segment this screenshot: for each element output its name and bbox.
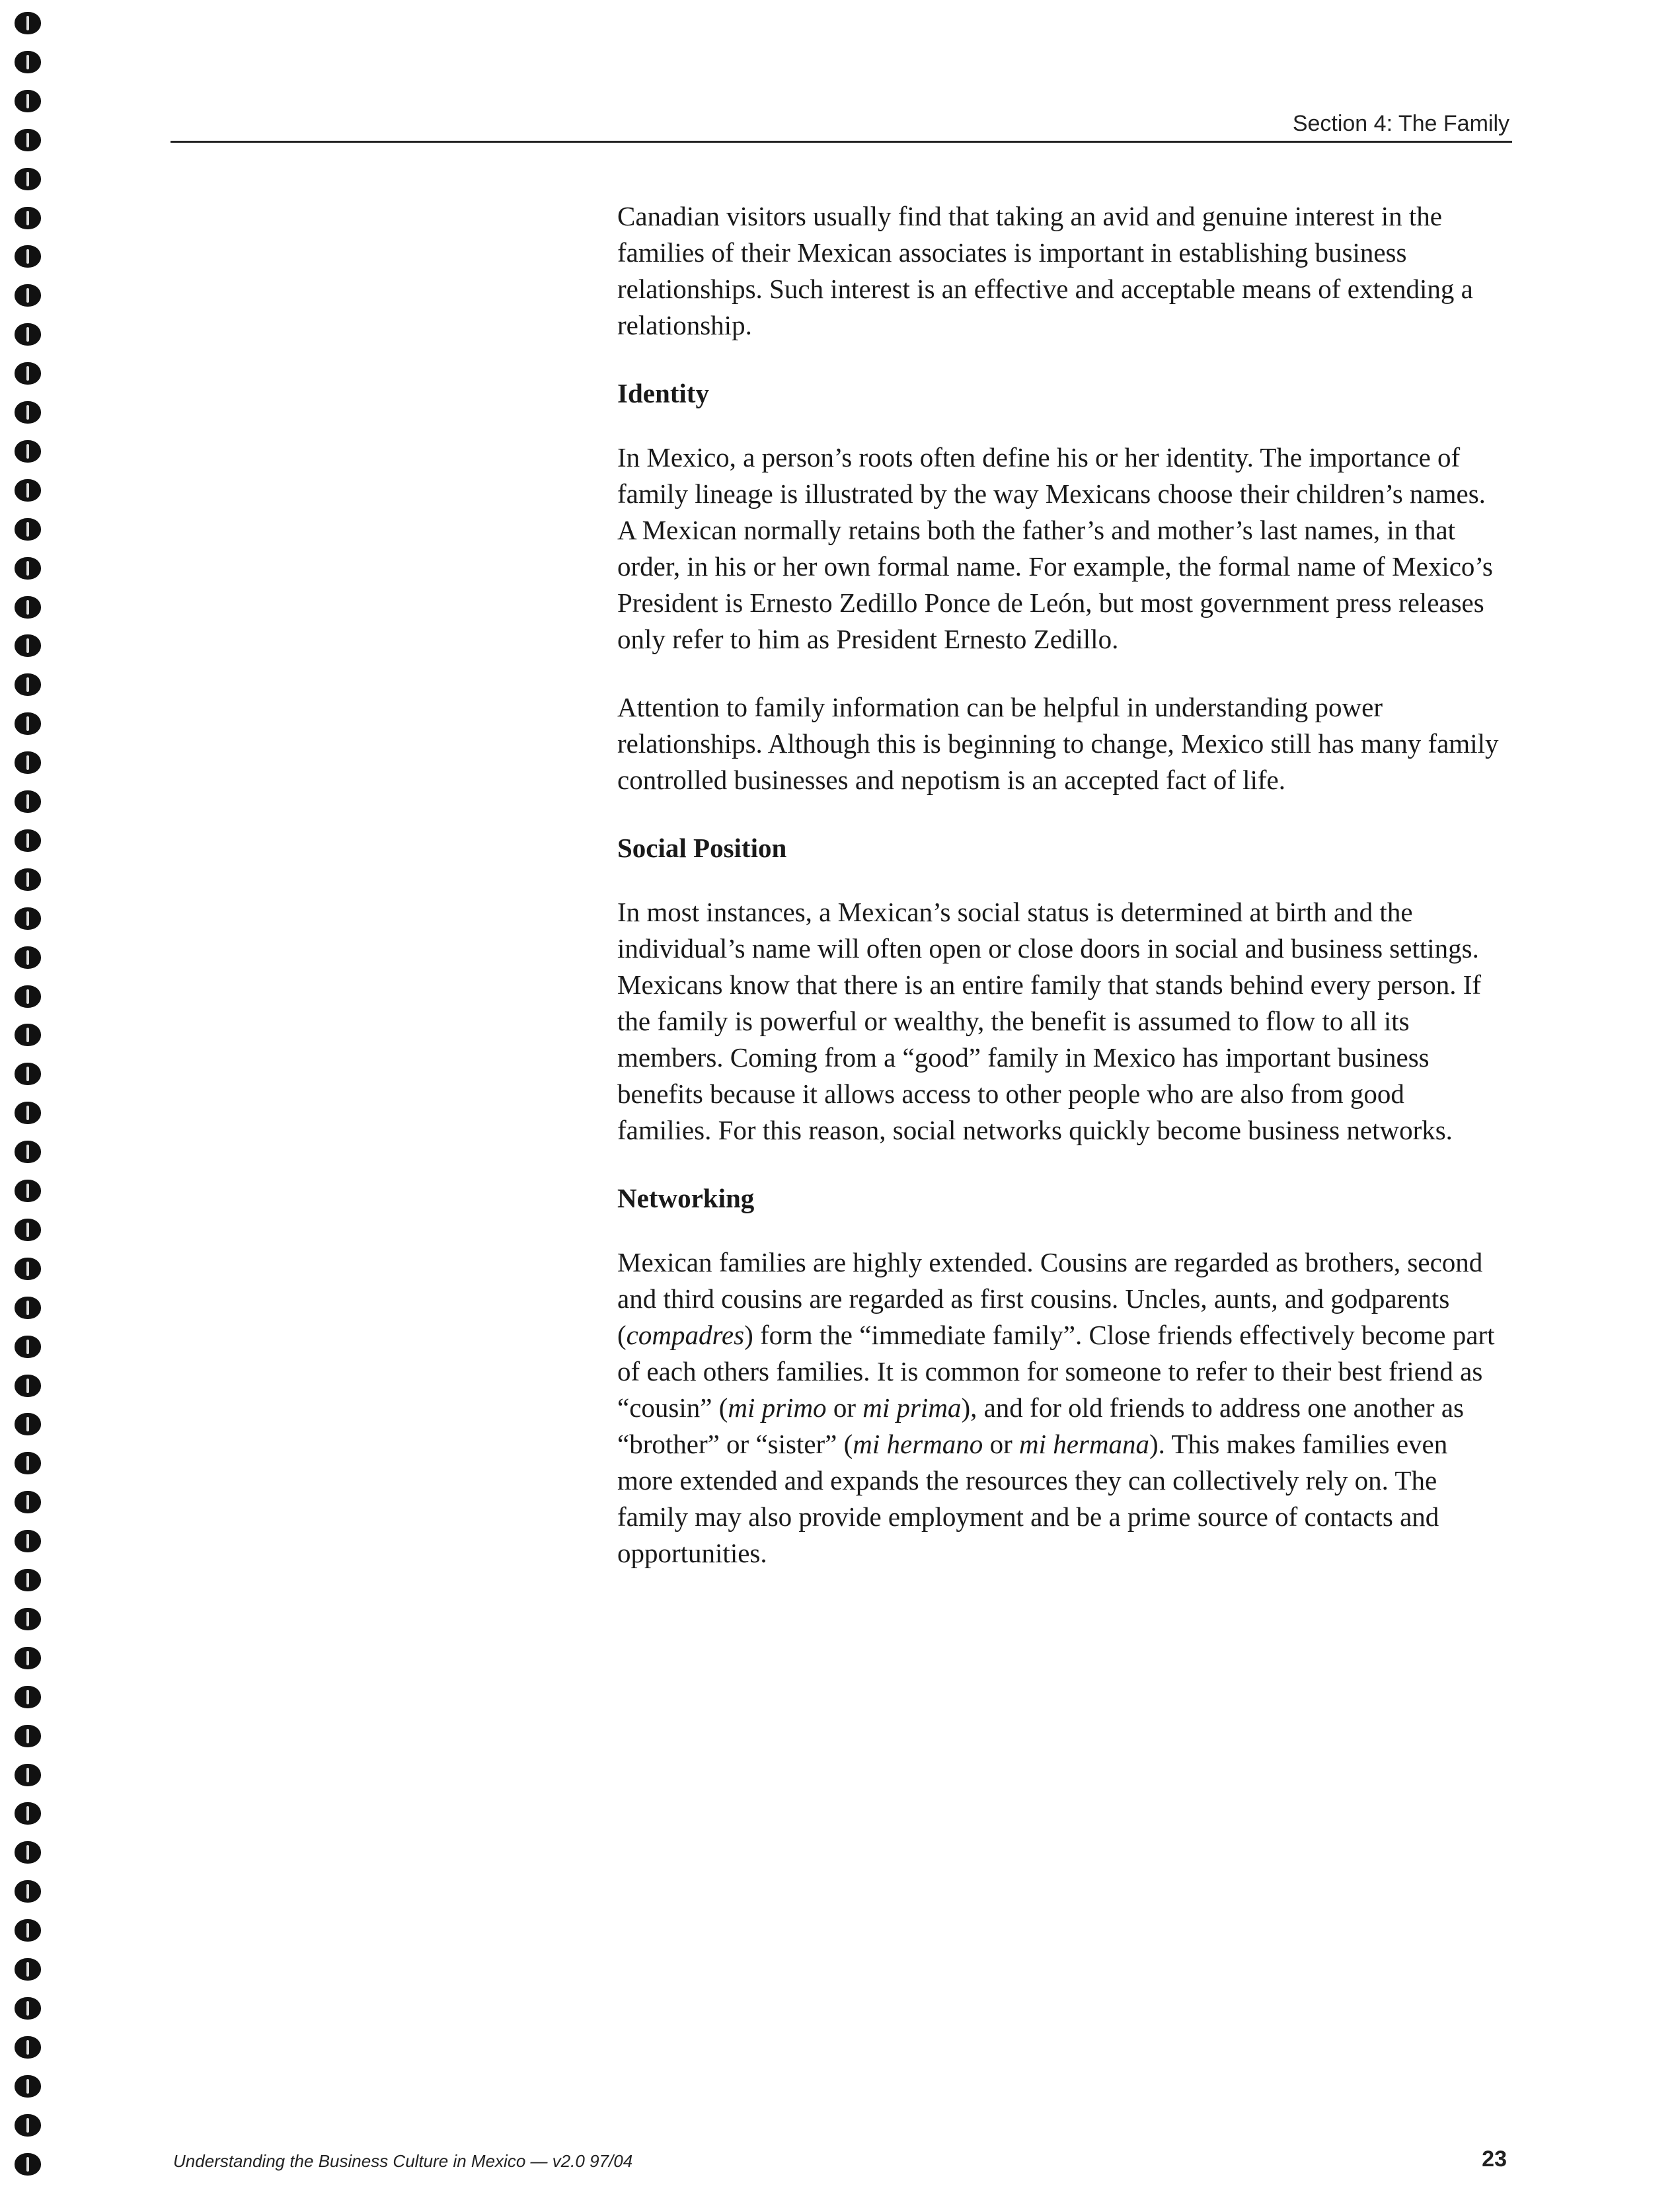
binding-hole xyxy=(15,479,41,502)
binding-hole xyxy=(15,1569,41,1591)
header-rule xyxy=(171,141,1512,143)
binding-hole xyxy=(15,518,41,541)
section-header: Section 4: The Family xyxy=(1292,111,1509,136)
binding-hole xyxy=(15,1608,41,1630)
binding-hole xyxy=(15,323,41,346)
binding-hole xyxy=(15,129,41,151)
binding-hole xyxy=(15,1997,41,2020)
binding-hole xyxy=(15,1452,41,1474)
identity-heading: Identity xyxy=(617,378,709,408)
binding-hole xyxy=(15,245,41,268)
italic-term-mi-primo: mi primo xyxy=(728,1392,827,1423)
binding-hole xyxy=(15,829,41,852)
binding-hole xyxy=(15,790,41,813)
binding-hole xyxy=(15,207,41,229)
binding-hole xyxy=(15,362,41,385)
binding-hole xyxy=(15,1530,41,1552)
binding-hole xyxy=(15,634,41,657)
binding-hole xyxy=(15,1180,41,1202)
binding-hole xyxy=(15,1725,41,1747)
binding-hole xyxy=(15,946,41,969)
networking-paragraph xyxy=(617,1244,1503,1572)
networking-text-6: ). This makes families even more extended and expands the resources they can collectively rely on. The family may also provide employment and be a prime source of contacts and opportunities. xyxy=(617,1429,1448,1568)
networking-text-1: Mexican families are highly extended. Cousins are regarded as brothers, second and third cousins are regarded as first cousins. Uncles, aunts, and godparents ( xyxy=(617,1247,1483,1350)
italic-term-compadres: compadres xyxy=(626,1320,745,1350)
binding-hole xyxy=(15,1024,41,1046)
social-position-heading: Social Position xyxy=(617,833,787,863)
binding-hole xyxy=(15,1802,41,1825)
italic-term-mi-hermana: mi hermana xyxy=(1018,1429,1149,1459)
networking-heading: Networking xyxy=(617,1183,755,1213)
identity-paragraph-1: In Mexico, a person’s roots often define his or her identity. The importance of family lineage is illustrated by the way Mexicans choose their children’s names. A Mexican normally retains both the father’s and mother’s last names, in that order, in his or her own formal name. For example, the formal name of Mexico’s President is Ernesto Zedillo Ponce de León, but most government press releases only refer to him as President Ernesto Zedillo. xyxy=(617,442,1493,654)
binding-hole xyxy=(15,2153,41,2176)
networking-text-2: ) form the “immediate family”. Close friends effectively become part of each others families. It is common for someone to refer to their best friend as “cousin” ( xyxy=(617,1320,1495,1423)
italic-term-mi-hermano: mi hermano xyxy=(853,1429,983,1459)
binding-hole xyxy=(15,673,41,696)
binding-hole xyxy=(15,868,41,891)
binding-hole xyxy=(15,2036,41,2059)
binding-hole xyxy=(15,712,41,735)
binding-hole xyxy=(15,1841,41,1864)
binding-hole xyxy=(15,2075,41,2098)
binding-hole xyxy=(15,12,41,34)
binding-hole xyxy=(15,1297,41,1319)
binding-hole xyxy=(15,1336,41,1358)
italic-term-mi-prima: mi prima xyxy=(862,1392,962,1423)
binding-hole xyxy=(15,1102,41,1124)
binding-hole xyxy=(15,1880,41,1903)
binding-hole xyxy=(15,1764,41,1786)
binding-hole xyxy=(15,440,41,463)
binding-hole xyxy=(15,90,41,112)
binding-hole xyxy=(15,596,41,619)
footer-title: Understanding the Business Culture in Mexico — v2.0 97/04 xyxy=(173,2151,633,2171)
binding-hole xyxy=(15,1258,41,1280)
networking-text-3: or xyxy=(826,1392,863,1423)
binding-hole xyxy=(15,51,41,73)
binding-hole xyxy=(15,1491,41,1513)
binding-hole xyxy=(15,2114,41,2137)
main-content xyxy=(617,198,1503,1572)
networking-text-5: or xyxy=(983,1429,1019,1459)
binding-hole xyxy=(15,1413,41,1435)
networking-text-4: ), and for old friends to address one another as “brother” or “sister” ( xyxy=(617,1392,1464,1459)
binding-hole xyxy=(15,751,41,774)
binding-hole xyxy=(15,284,41,307)
page-number: 23 xyxy=(1482,2146,1507,2172)
spiral-binding xyxy=(0,0,53,2200)
binding-hole xyxy=(15,907,41,930)
binding-hole xyxy=(15,1919,41,1942)
binding-hole xyxy=(15,985,41,1008)
binding-hole xyxy=(15,1219,41,1241)
binding-hole xyxy=(15,1375,41,1397)
binding-hole xyxy=(15,168,41,190)
binding-hole xyxy=(15,557,41,580)
social-position-paragraph: In most instances, a Mexican’s social status is determined at birth and the individual’s name will often open or close doors in social and business settings. Mexicans know that there is an entire family that stands behind every person. If the family is powerful or wealthy, the benefit is assumed to flow to all its members. Coming from a “good” family in Mexico has important business benefits because it allows access to other people who are also from good families. For this reason, social networks quickly become business networks. xyxy=(617,897,1482,1145)
intro-paragraph: Canadian visitors usually find that taking an avid and genuine interest in the families of their Mexican associates is important in establishing business relationships. Such interest is an effective and acceptable means of extending a relationship. xyxy=(617,201,1473,340)
binding-hole xyxy=(15,1141,41,1163)
binding-hole xyxy=(15,1958,41,1981)
binding-hole xyxy=(15,401,41,424)
binding-hole xyxy=(15,1063,41,1085)
binding-hole xyxy=(15,1686,41,1708)
binding-hole xyxy=(15,1647,41,1669)
identity-paragraph-2: Attention to family information can be helpful in understanding power relationships. Although this is beginning to change, Mexico still has many family controlled businesses and nepotism is an accepted fact of life. xyxy=(617,692,1499,795)
